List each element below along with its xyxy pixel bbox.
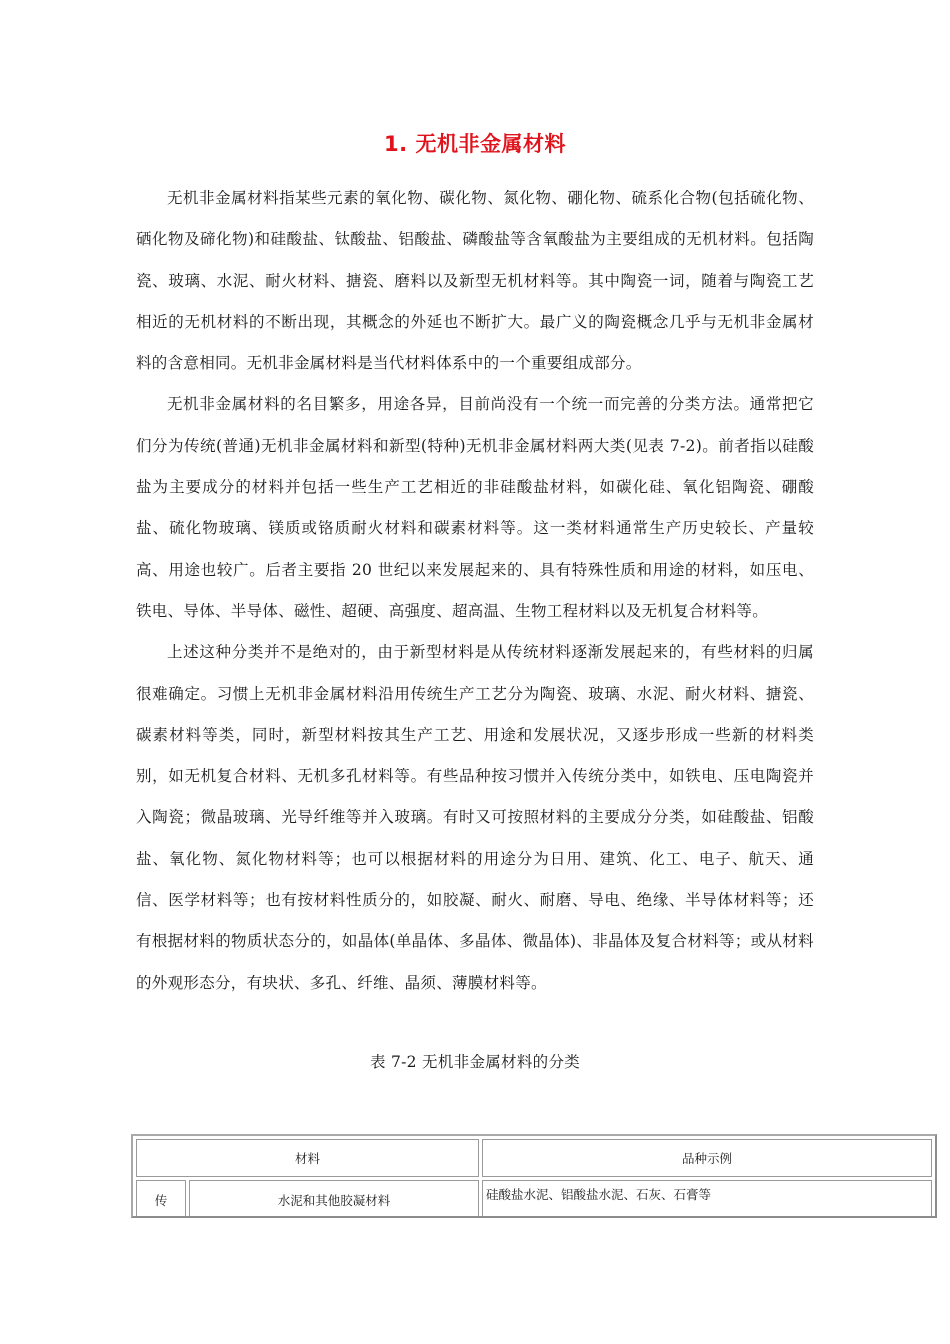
table-header-row [136,1139,932,1177]
paragraph-classification-notes: 上述这种分类并不是绝对的，由于新型材料是从传统材料逐渐发展起来的，有些材料的归属很难确定。习惯上无机非金属材料沿用传统生产工艺分为陶瓷、玻璃、水泥、耐火材料、搪瓷、碳素材料等类，同时，新型材料按其生产工艺、用途和发展状况，又逐步形成一些新的材料类别，如无机复合材料、无机多孔材料等。有些品种按习惯并入传统分类中，如铁电、压电陶瓷并入陶瓷；微晶玻璃、光导纤维等并入玻璃。有时又可按照材料的主要成分分类，如硅酸盐、铝酸盐、氧化物、氮化物材料等；也可以根据材料的用途分为日用、建筑、化工、电子、航天、通信、医学材料等；也有按材料性质分的，如胶凝、耐火、耐磨、导电、绝缘、半导体材料等；还有根据材料的物质状态分的，如晶体(单晶体、多晶体、微晶体)、非晶体及复合材料等；或从材料的外观形态分，有块状、多孔、纤维、晶须、薄膜材料等。 [136,643,814,992]
classification-table [131,1134,937,1218]
subcategory-cell: 水泥和其他胶凝材料 [189,1180,479,1218]
table-caption: 表 7-2 无机非金属材料的分类 [369,1053,581,1071]
examples-cell: 硅酸盐水泥、铝酸盐水泥、石灰、石膏等 [482,1180,932,1218]
paragraph-classification: 无机非金属材料的名目繁多，用途各异，目前尚没有一个统一而完善的分类方法。通常把它们分为传统(普通)无机非金属材料和新型(特种)无机非金属材料两大类(见表 7-2)。前者指以硅酸盐为主要成分的材料并包括一些生产工艺相近的非硅酸盐材料，如碳化硅、氧化铝陶瓷、硼酸盐、硫化物玻璃、镁质或铬质耐火材料和碳素材料等。这一类材料通常生产历史较长、产量较高、用途也较广。后者主要指 20 世纪以来发展起来的、具有特殊性质和用途的材料，如压电、铁电、导体、半导体、磁性、超硬、高强度、超高温、生物工程材料以及无机复合材料等。 [136,395,814,620]
header-examples: 品种示例 [482,1139,932,1177]
section-title: 1. 无机非金属材料 [384,132,566,156]
category-cell: 传 [136,1180,186,1218]
paragraph-definition: 无机非金属材料指某些元素的氧化物、碳化物、氮化物、硼化物、硫系化合物(包括硫化物、硒化物及碲化物)和硅酸盐、钛酸盐、铝酸盐、磷酸盐等含氧酸盐为主要组成的无机材料。包括陶瓷、玻璃、水泥、耐火材料、搪瓷、磨料以及新型无机材料等。其中陶瓷一词，随着与陶瓷工艺相近的无机材料的不断出现，其概念的外延也不断扩大。最广义的陶瓷概念几乎与无机非金属材料的含意相同。无机非金属材料是当代材料体系中的一个重要组成部分。 [136,189,814,373]
body-text [136,178,814,1004]
header-material: 材料 [136,1139,479,1177]
table-row [136,1180,932,1218]
